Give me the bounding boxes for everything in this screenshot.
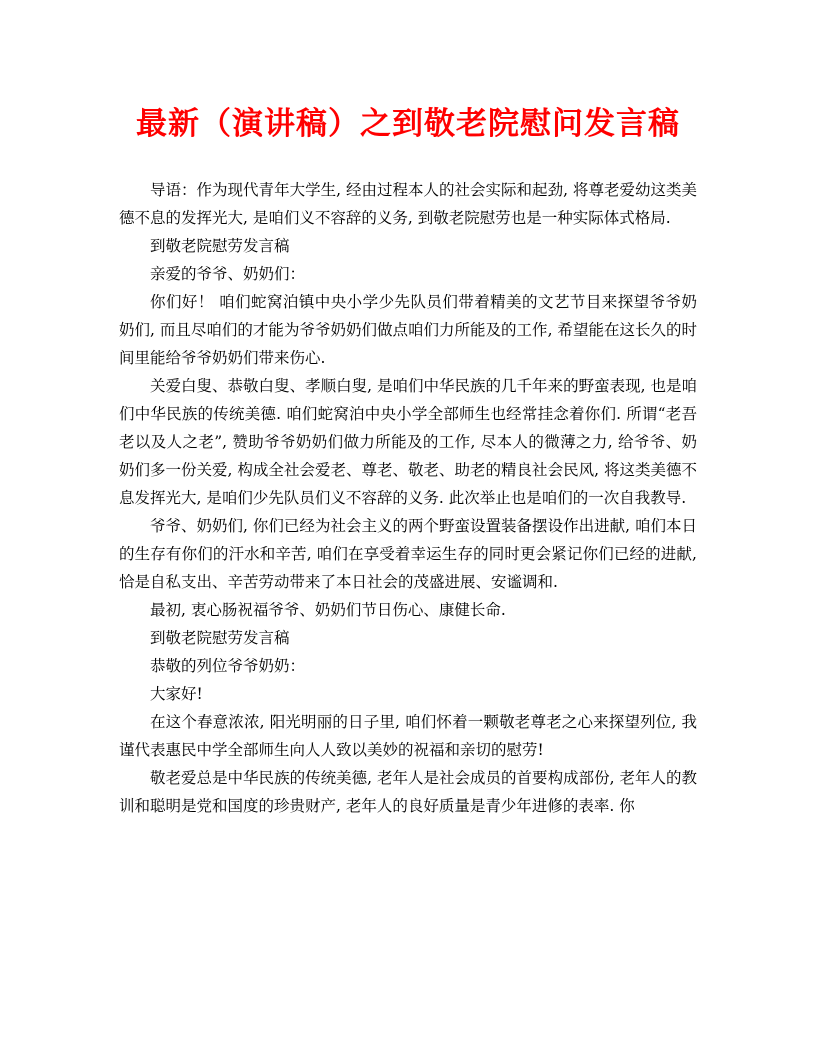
paragraph: 在这个春意浓浓, 阳光明丽的日子里, 咱们怀着一颗敬老尊老之心来探望列位, 我谨代表惠民中学全部师生向人人致以美妙的祝福和亲切的慰劳! xyxy=(119,713,697,759)
document-title: 最新（演讲稿）之到敬老院慰问发言稿 xyxy=(136,106,680,142)
paragraph-intro: 导语：作为现代青年大学生, 经由过程本人的社会实际和起劲, 将尊老爱幼这类美德不息的发挥光大, 是咱们义不容辞的义务, 到敬老院慰劳也是一种实际体式格局. xyxy=(119,181,697,227)
paragraph: 爷爷、奶奶们, 你们已经为社会主义的两个野蛮设置装备摆设作出进献, 咱们本日的生存有你们的汗水和辛苦, 咱们在享受着幸运生存的同时更会紧记你们已经的进献, 恰是自私支出、辛苦劳动带来了本日社会的茂盛进展、安谧调和. xyxy=(119,517,697,591)
paragraph-greeting: 大家好! xyxy=(150,685,203,703)
paragraph-heading-1: 到敬老院慰劳发言稿 xyxy=(150,237,290,255)
paragraph: 敬老爱总是中华民族的传统美德, 老年人是社会成员的首要构成部份, 老年人的教训和聪明是党和国度的珍贵财产, 老年人的良好质量是青少年进修的表率. 你 xyxy=(119,769,697,815)
paragraph-heading-2: 到敬老院慰劳发言稿 xyxy=(150,629,290,647)
document-body xyxy=(119,176,697,820)
paragraph: 关爱白叟、恭敬白叟、孝顺白叟, 是咱们中华民族的几千年来的野蛮表现, 也是咱们中华民族的传统美德. 咱们蛇窝泊中央小学全部师生也经常挂念着你们. 所谓“老吾老以及人之老”, 赞助爷爷奶奶们做力所能及的工作, 尽本人的微薄之力, 给爷爷、奶奶们多一份关爱, 构成全社会爱老、尊老、敬老、助老的精良社会民风, 将这类美德不息发挥光大, 是咱们少先队员们义不容辞的义务. 此次举止也是咱们的一次自我教导. xyxy=(119,377,697,507)
paragraph-salutation-1: 亲爱的爷爷、奶奶们： xyxy=(150,265,306,283)
paragraph: 最初, 衷心肠祝福爷爷、奶奶们节日伤心、康健长命. xyxy=(150,601,506,619)
paragraph: 你们好！ 咱们蛇窝泊镇中央小学少先队员们带着精美的文艺节目来探望爷爷奶奶们, 而且尽咱们的才能为爷爷奶奶们做点咱们力所能及的工作, 希望能在这长久的时间里能给爷爷奶奶们带来伤心. xyxy=(119,293,697,367)
paragraph-salutation-2: 恭敬的列位爷爷奶奶： xyxy=(150,657,306,675)
